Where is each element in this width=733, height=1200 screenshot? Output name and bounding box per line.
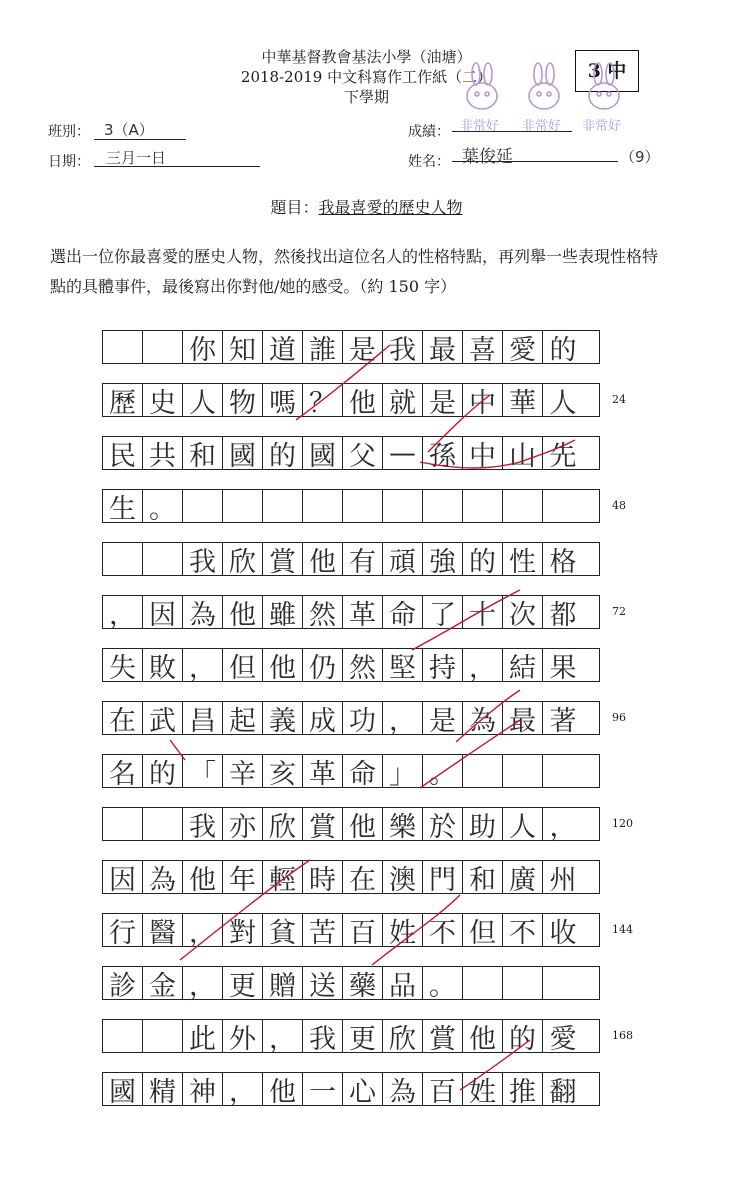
- grid-row: [102, 807, 600, 841]
- worksheet-title: 2018-2019 中文科寫作工作紙（二）: [240, 68, 493, 86]
- grid-row: [102, 913, 600, 947]
- grid-cell: 果: [549, 652, 577, 684]
- grid-cell: 山: [503, 437, 543, 469]
- grid-cell: [503, 967, 543, 999]
- grid-cell: 在: [103, 702, 143, 734]
- grid-cell: 中: [463, 437, 503, 469]
- rabbit-stamp-icon: [589, 63, 619, 109]
- grid-cell: ，: [383, 702, 423, 734]
- grid-cell: 。: [143, 490, 183, 522]
- grid-cell: 我: [183, 543, 223, 575]
- grid-cell: [223, 490, 263, 522]
- grid-cell: 他: [223, 596, 263, 628]
- grid-cell: 義: [263, 702, 303, 734]
- grid-cell: ，: [549, 811, 577, 843]
- grid-cell: 國: [303, 437, 343, 469]
- grid-cell: [423, 490, 463, 522]
- word-count-marker: 168: [612, 1029, 633, 1042]
- grid-row: [102, 1019, 600, 1053]
- grid-cell: —: [383, 437, 423, 469]
- grid-cell: 翻: [549, 1076, 577, 1108]
- grid-cell: 為: [383, 1073, 423, 1105]
- grid-cell: 欣: [383, 1020, 423, 1052]
- topic-text: 我最喜愛的歷史人物: [318, 198, 463, 217]
- grid-cell: 人: [183, 384, 223, 416]
- grid-cell: 他: [263, 649, 303, 681]
- grid-cell: 華: [503, 384, 543, 416]
- grid-cell: 不: [503, 914, 543, 946]
- grid-cell: 起: [223, 702, 263, 734]
- grid-cell: 外: [223, 1020, 263, 1052]
- grid-row: [102, 330, 600, 364]
- grid-cell: 貧: [263, 914, 303, 946]
- grid-cell: [103, 808, 143, 840]
- grid-cell: [183, 490, 223, 522]
- grid-cell: 推: [503, 1073, 543, 1105]
- grid-cell: 澳: [383, 861, 423, 893]
- grade-box: 3 中: [575, 50, 639, 92]
- grid-cell: 因: [143, 596, 183, 628]
- grid-cell: 敗: [143, 649, 183, 681]
- grid-cell: 愛: [503, 331, 543, 363]
- grid-cell: 此: [183, 1020, 223, 1052]
- grid-cell: ？: [303, 384, 343, 416]
- grid-cell: 知: [223, 331, 263, 363]
- grid-cell: 生: [103, 490, 143, 522]
- grid-cell: 欣: [223, 543, 263, 575]
- grid-cell: 「: [183, 755, 223, 787]
- grid-cell: 精: [143, 1073, 183, 1105]
- grid-row: [102, 754, 600, 788]
- grid-cell: 史: [143, 384, 183, 416]
- grid-cell: 了: [423, 596, 463, 628]
- grid-cell: 嗎: [263, 384, 303, 416]
- grid-cell: 和: [183, 437, 223, 469]
- grid-cell: 醫: [143, 914, 183, 946]
- grid-cell: 百: [343, 914, 383, 946]
- stamp-text: 非常好: [460, 119, 500, 134]
- grid-cell: 賞: [303, 808, 343, 840]
- grid-cell: 民: [103, 437, 143, 469]
- grid-cell: 他: [183, 861, 223, 893]
- grid-cell: 更: [343, 1020, 383, 1052]
- grid-cell: ，: [463, 649, 503, 681]
- grid-cell: 賞: [263, 543, 303, 575]
- date-value: 三月一日: [106, 149, 167, 167]
- grid-cell: ，: [183, 967, 223, 999]
- grid-cell: 贈: [263, 967, 303, 999]
- grid-cell: [303, 490, 343, 522]
- grid-cell: 先: [549, 440, 577, 472]
- grid-cell: 送: [303, 967, 343, 999]
- grid-cell: 診: [103, 967, 143, 999]
- grid-cell: [463, 967, 503, 999]
- grid-cell: [143, 331, 183, 363]
- grid-cell: 收: [549, 917, 577, 949]
- grid-cell: 是: [423, 702, 463, 734]
- grid-cell: [103, 331, 143, 363]
- grid-cell: 的: [143, 755, 183, 787]
- grid-cell: [263, 490, 303, 522]
- grid-cell: 是: [343, 331, 383, 363]
- word-count-marker: 120: [612, 817, 633, 830]
- grid-cell: [103, 543, 143, 575]
- stamp-text: 非常好: [582, 119, 622, 134]
- grid-cell: 他: [263, 1073, 303, 1105]
- grid-cell: 。: [423, 755, 463, 787]
- grid-cell: 著: [549, 705, 577, 737]
- grid-cell: 的: [503, 1020, 543, 1052]
- grid-cell: ，: [223, 1073, 263, 1105]
- grid-cell: 誰: [303, 331, 343, 363]
- grid-cell: 藥: [343, 967, 383, 999]
- grid-cell: 助: [463, 808, 503, 840]
- grid-cell: 昌: [183, 702, 223, 734]
- word-count-marker: 96: [612, 711, 626, 724]
- grid-cell: 革: [303, 755, 343, 787]
- grid-cell: 命: [383, 596, 423, 628]
- grid-cell: 名: [103, 755, 143, 787]
- student-number: （9）: [620, 148, 660, 166]
- grid-cell: [343, 490, 383, 522]
- grid-cell: 然: [303, 596, 343, 628]
- grid-cell: 結: [503, 649, 543, 681]
- grid-cell: [383, 490, 423, 522]
- grid-cell: 性: [503, 543, 543, 575]
- grid-cell: 欣: [263, 808, 303, 840]
- grid-cell: 他: [343, 384, 383, 416]
- grid-cell: 為: [463, 702, 503, 734]
- class-value: 3（A）: [104, 121, 154, 139]
- grid-cell: ，: [263, 1020, 303, 1052]
- grid-cell: 愛: [549, 1023, 577, 1055]
- grid-cell: 國: [223, 437, 263, 469]
- grid-cell: 不: [423, 914, 463, 946]
- grid-cell: 堅: [383, 649, 423, 681]
- word-count-marker: 48: [612, 499, 626, 512]
- grid-cell: [143, 1020, 183, 1052]
- grid-row: [102, 648, 600, 682]
- grid-cell: 。: [423, 967, 463, 999]
- grid-cell: 人: [549, 387, 577, 419]
- grid-cell: 門: [423, 861, 463, 893]
- grid-cell: 心: [343, 1073, 383, 1105]
- grid-cell: 和: [463, 861, 503, 893]
- grid-cell: 仍: [303, 649, 343, 681]
- grid-cell: 州: [549, 864, 577, 896]
- grid-cell: 亥: [263, 755, 303, 787]
- rabbit-stamp-icon: [467, 63, 497, 109]
- grid-cell: 都: [549, 599, 577, 631]
- grid-cell: 你: [183, 331, 223, 363]
- word-count-marker: 144: [612, 923, 633, 936]
- grid-cell: 次: [503, 596, 543, 628]
- grid-cell: 神: [183, 1073, 223, 1105]
- grid-cell: [143, 543, 183, 575]
- grid-row: [102, 383, 600, 417]
- grid-cell: 他: [343, 808, 383, 840]
- grid-cell: 失: [103, 649, 143, 681]
- grid-cell: 的: [263, 437, 303, 469]
- grid-row: [102, 436, 600, 470]
- grid-cell: 父: [343, 437, 383, 469]
- grid-cell: 為: [183, 596, 223, 628]
- grid-cell: 一: [303, 1073, 343, 1105]
- term-label: 下學期: [343, 88, 389, 106]
- grid-cell: 但: [223, 649, 263, 681]
- grid-cell: 我: [303, 1020, 343, 1052]
- grid-cell: 強: [423, 543, 463, 575]
- grid-cell: 於: [423, 808, 463, 840]
- grid-cell: 最: [423, 331, 463, 363]
- grid-cell: 品: [383, 967, 423, 999]
- grid-cell: 物: [223, 384, 263, 416]
- grid-cell: 然: [343, 649, 383, 681]
- grid-cell: 命: [343, 755, 383, 787]
- grid-cell: [543, 755, 583, 787]
- grid-cell: 有: [343, 543, 383, 575]
- grid-cell: 金: [143, 967, 183, 999]
- grid-cell: 孫: [423, 437, 463, 469]
- grid-row: [102, 542, 600, 576]
- name-value: 葉俊延: [462, 147, 513, 167]
- grid-cell: 賞: [423, 1020, 463, 1052]
- grid-cell: 歷: [103, 384, 143, 416]
- grid-cell: 的: [463, 543, 503, 575]
- rabbit-stamps: [448, 62, 640, 138]
- grid-cell: 時: [303, 861, 343, 893]
- school-name: 中華基督教會基法小學（油塘）: [261, 48, 472, 66]
- grid-row: [102, 489, 600, 523]
- word-count-marker: 24: [612, 393, 626, 406]
- grid-cell: 行: [103, 914, 143, 946]
- grid-cell: [463, 755, 503, 787]
- grid-cell: 最: [503, 702, 543, 734]
- grid-cell: 姓: [383, 914, 423, 946]
- grid-cell: 年: [223, 861, 263, 893]
- grid-cell: 頑: [383, 543, 423, 575]
- grid-cell: 中: [463, 384, 503, 416]
- grid-cell: 十: [463, 596, 503, 628]
- grid-row: [102, 966, 600, 1000]
- grid-cell: 百: [423, 1073, 463, 1105]
- word-count-marker: 72: [612, 605, 626, 618]
- grid-cell: 是: [423, 384, 463, 416]
- grid-cell: 為: [143, 861, 183, 893]
- grid-cell: 就: [383, 384, 423, 416]
- grid-cell: 我: [183, 808, 223, 840]
- instruction-text: 選出一位你最喜愛的歷史人物，然後找出這位名人的性格特點，再列舉一些表現性格特點的具體事件，最後寫出你對他/她的感受。（約 150 字）: [50, 247, 659, 296]
- grid-row: [102, 1072, 600, 1106]
- grid-cell: 姓: [463, 1073, 503, 1105]
- grid-cell: [543, 967, 583, 999]
- grid-cell: 我: [383, 331, 423, 363]
- grid-cell: ，: [183, 649, 223, 681]
- grid-cell: [143, 808, 183, 840]
- grid-cell: 持: [423, 649, 463, 681]
- date-label: 日期：: [48, 154, 90, 170]
- grid-cell: 廣: [503, 861, 543, 893]
- grid-row: [102, 701, 600, 735]
- stamp-text: 非常好: [522, 119, 562, 134]
- grid-cell: 武: [143, 702, 183, 734]
- class-label: 班別：: [48, 124, 90, 140]
- grid-cell: 他: [303, 543, 343, 575]
- grid-cell: 革: [343, 596, 383, 628]
- grid-cell: 格: [549, 546, 577, 578]
- grid-cell: 更: [223, 967, 263, 999]
- topic-label: 題目：: [270, 198, 319, 217]
- grid-cell: [503, 490, 543, 522]
- grid-row: [102, 595, 600, 629]
- grid-cell: 功: [343, 702, 383, 734]
- grid-cell: 雖: [263, 596, 303, 628]
- score-label: 成績：: [408, 124, 450, 140]
- grid-row: [102, 860, 600, 894]
- grid-cell: 因: [103, 861, 143, 893]
- grid-cell: [543, 490, 583, 522]
- grid-cell: 共: [143, 437, 183, 469]
- grid-cell: [463, 490, 503, 522]
- grid-cell: 道: [263, 331, 303, 363]
- grid-cell: ，: [103, 596, 143, 628]
- grid-cell: [503, 755, 543, 787]
- grid-cell: 辛: [223, 755, 263, 787]
- grid-cell: 」: [383, 755, 423, 787]
- grid-cell: ，: [183, 914, 223, 946]
- grid-cell: 的: [549, 334, 577, 366]
- grid-cell: 在: [343, 861, 383, 893]
- topic-title: [0, 195, 733, 218]
- grid-cell: 人: [503, 808, 543, 840]
- grid-cell: 國: [103, 1073, 143, 1105]
- name-label: 姓名：: [408, 154, 450, 170]
- grid-cell: 他: [463, 1020, 503, 1052]
- grid-cell: 喜: [463, 331, 503, 363]
- grid-cell: 亦: [223, 808, 263, 840]
- grid-cell: [103, 1020, 143, 1052]
- grid-cell: 輕: [263, 861, 303, 893]
- grid-cell: 對: [223, 914, 263, 946]
- rabbit-stamp-icon: [529, 63, 559, 109]
- grid-cell: 成: [303, 702, 343, 734]
- grid-cell: 樂: [383, 808, 423, 840]
- grid-cell: 苦: [303, 914, 343, 946]
- grid-cell: 但: [463, 914, 503, 946]
- score-underline: [452, 131, 572, 132]
